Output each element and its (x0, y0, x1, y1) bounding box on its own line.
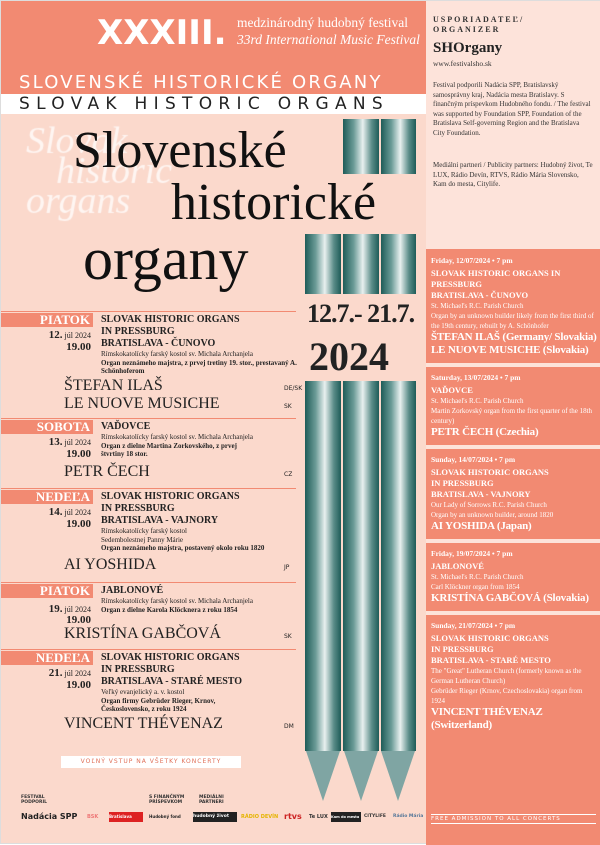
hero-title-line3: organy (83, 226, 249, 292)
divider (426, 611, 600, 615)
event-day: NEDEĽA (1, 651, 93, 665)
performer-name: PETR ČECH (Czechia) (431, 426, 539, 438)
subtitle-en: 33rd International Music Festival (237, 32, 420, 47)
logo-citylife: CITYLIFE (364, 814, 386, 819)
event-line: IN PRESSBURG (101, 503, 175, 514)
month: júl 2024 (64, 438, 91, 447)
event-organ: Gebrüder Rieger (Krnov, Czechoslovakia) organ from 1924 (431, 687, 583, 705)
performer-name: ŠTEFAN ILAŠ (64, 377, 163, 394)
event-date (49, 668, 91, 679)
event-location: BRATISLAVA - STARÉ MESTO (431, 655, 551, 665)
performer-name: VINCENT THÉVENAZ (431, 706, 543, 718)
organ-pipe (305, 234, 341, 294)
event-location: BRATISLAVA - ČUNOVO (101, 338, 216, 349)
event-line: SLOVAK HISTORIC ORGANS (101, 491, 240, 502)
event-organ: Organ firmy Gebrüder Rieger, Krnov, Československo, z roku 1924 (101, 696, 216, 713)
event-line: IN PRESSBURG (431, 478, 494, 488)
event-day: NEDEĽA (1, 490, 93, 504)
organ-pipe-foot (306, 751, 340, 801)
month: júl 2024 (64, 669, 91, 678)
logo-hudobny-fond: Hudobný fond (149, 814, 181, 819)
performer-name: KRISTÍNA GABČOVÁ (64, 625, 221, 642)
divider (426, 363, 600, 367)
event-en (431, 452, 598, 536)
event-organ: Organ z dielne Martina Zorkovského, z prvej štvrtiny 18 stor. (101, 441, 237, 458)
free-admission-sk: VOĽNÝ VSTUP NA VŠETKY KONCERTY (61, 756, 241, 768)
event-organ: Organ neznámeho majstra, postavený okolo roku 1820 (101, 544, 265, 552)
event-location: VAĎOVCE (431, 385, 473, 395)
event-line: SLOVAK HISTORIC ORGANS (431, 633, 549, 643)
event-location: BRATISLAVA - ČUNOVO (431, 290, 529, 300)
festival-title-sk: SLOVENSKÉ HISTORICKÉ ORGANY (19, 72, 383, 93)
label-supported-by: FESTIVAL PODPORIL (21, 795, 47, 805)
logo-radio-maria: Rádio Mária (393, 814, 424, 819)
subtitle-sk: medzinárodný hudobný festival (237, 15, 408, 30)
event-date: Friday, 12/07/2024 • 7 pm (431, 256, 513, 265)
event-en (431, 546, 598, 608)
day-number: 13. (48, 436, 63, 448)
logo-hudobny-zivot: hudobný život (193, 812, 237, 822)
performer-name: VINCENT THÉVENAZ (64, 715, 223, 732)
event-line: IN PRESSBURG (101, 326, 175, 337)
event-line: SLOVAK HISTORIC ORGANS IN PRESSBURG (431, 268, 561, 289)
event-location: BRATISLAVA - STARÉ MESTO (101, 676, 243, 687)
event-date: Sunday, 21/07/2024 • 7 pm (431, 621, 516, 630)
event-date: Saturday, 13/07/2024 • 7 pm (431, 373, 521, 382)
event-venue: Rímskokatolícky farský kostol sv. Michala Archanjela (101, 350, 253, 358)
event-time: 19.00 (66, 341, 91, 353)
event-location: JABLONOVÉ (431, 561, 484, 571)
event-info (101, 421, 301, 459)
performer-country: (Switzerland) (431, 719, 492, 731)
english-program-panel (426, 249, 600, 845)
performer-name: LE NUOVE MUSICHE (64, 395, 220, 412)
performer-name: AI YOSHIDA (64, 556, 157, 573)
event-sk (1, 311, 301, 413)
event-venue: Veľký evanjelický a. v. kostol (101, 688, 185, 696)
organ-pipe-foot (381, 751, 415, 801)
logo-kam-do-mesta: Kam do mesta (331, 812, 361, 822)
event-organ: Martin Zorkovský organ from the first quarter of the 18th century) (431, 407, 593, 425)
event-location: JABLONOVÉ (101, 585, 164, 596)
logo-nadacia-spp: Nadácia SPP (21, 812, 78, 821)
edition-number: XXXIII. (97, 13, 227, 53)
organ-pipe (381, 381, 416, 751)
performer-name: KRISTÍNA GABČOVÁ (Slovakia) (431, 592, 589, 604)
month: júl 2024 (64, 331, 91, 340)
day-number: 12. (48, 329, 63, 341)
event-info (101, 314, 301, 376)
event-time: 19.00 (66, 679, 91, 691)
event-date (49, 437, 91, 448)
event-organ: Organ by an unknown builder likely from the first third of the 19th century, rebuilt by A. Schönhofer (431, 312, 594, 330)
organizer-url[interactable]: www.festivalsho.sk (433, 59, 492, 68)
event-location: VAĎOVCE (101, 421, 151, 432)
day-number: 21. (48, 667, 63, 679)
event-sk (1, 582, 301, 644)
month: júl 2024 (64, 605, 91, 614)
logo-te-lux: Te LUX (309, 814, 328, 820)
festival-dates: 12.7.- 21.7. (307, 299, 415, 328)
event-info (101, 652, 301, 714)
hero-title-line2: historické (171, 174, 377, 231)
organ-pipe (381, 234, 416, 294)
logo-bsk: BSK (87, 814, 99, 820)
event-time: 19.00 (66, 448, 91, 460)
media-partners-text: Mediálni partneri / Publicity partners: Hudobný život, Te LUX, Rádio Devín, RTVS, Rádio Mária Slovensko, Kam do mesta, Citylife. (433, 161, 593, 189)
hero-title-line1: Slovenské (73, 122, 287, 179)
event-en (431, 370, 598, 442)
logo-radio-devin: RÁDIO DEVÍN (241, 814, 279, 820)
event-en (431, 618, 598, 735)
organ-pipe-foot (344, 751, 378, 801)
event-location: BRATISLAVA - VAJNORY (101, 515, 219, 526)
country-code: DE/SK (284, 385, 303, 392)
event-line: IN PRESSBURG (101, 664, 175, 675)
event-date: Sunday, 14/07/2024 • 7 pm (431, 455, 516, 464)
organ-pipe (381, 119, 416, 174)
event-line: SLOVAK HISTORIC ORGANS (431, 467, 549, 477)
event-date (49, 330, 91, 341)
divider (426, 445, 600, 449)
event-date (49, 507, 91, 518)
performer-name: PETR ČECH (64, 463, 150, 480)
festival-year: 2024 (309, 334, 389, 379)
event-info (101, 585, 301, 614)
event-date: Friday, 19/07/2024 • 7 pm (431, 549, 513, 558)
label-media-partners: MEDIÁLNI PARTNERI (199, 795, 224, 805)
month: júl 2024 (64, 508, 91, 517)
event-info (101, 491, 301, 553)
country-code: DM (284, 723, 294, 730)
event-line: IN PRESSBURG (431, 644, 494, 654)
logo-bratislava: Bratislava (109, 812, 143, 822)
event-time: 19.00 (66, 518, 91, 530)
event-venue: The "Great" Lutheran Church (formerly known as the German Lutheran Church) (431, 667, 582, 685)
event-day: SOBOTA (1, 420, 93, 434)
event-organ: Organ z dielne Karola Klöcknera z roku 1854 (101, 605, 238, 614)
free-admission-en: FREE ADMISSION TO ALL CONCERTS (431, 814, 596, 824)
performer-name: ŠTEFAN ILAŠ (Germany/ Slovakia) (431, 331, 597, 343)
event-venue: Rímskokatolícky farský kostol sv. Michala Archanjela (101, 597, 253, 605)
event-venue: St. Michael's R.C. Parish Church (431, 573, 524, 581)
organizer-label: USPORIADATEĽ/ ORGANIZER (433, 15, 525, 34)
event-venue: Rímskokatolícky farský kostol sv. Michala Archanjela (101, 433, 253, 441)
support-text: Festival podporili Nadácia SPP, Bratislavský samosprávny kraj, Nadácia mesta Bratislavy. S finančným príspevkom Hudobného fondu. / The festival was supported by Foundation SPP, Foundation of the Bratislava Self-governing Region and the Bratislava City Foundation. (433, 81, 591, 137)
event-organ: Carl Klöckner organ from 1854 (431, 583, 520, 591)
label-funded-by: S FINANČNÝM PRÍSPEVKOM (149, 795, 185, 805)
event-day: PIATOK (1, 313, 93, 327)
event-line: SLOVAK HISTORIC ORGANS (101, 652, 240, 663)
divider (426, 539, 600, 543)
country-code: JP (284, 564, 290, 571)
country-code: CZ (284, 471, 293, 478)
event-day: PIATOK (1, 584, 93, 598)
event-venue: Rímskokatolícky farský kostol (101, 527, 187, 535)
event-venue: Our Lady of Sorrows R.C. Parish Church (431, 501, 547, 509)
organ-pipe (343, 234, 379, 294)
logo-rtvs: rtvs (284, 812, 302, 821)
event-line: SLOVAK HISTORIC ORGANS (101, 314, 240, 325)
day-number: 14. (48, 506, 63, 518)
organ-pipe (343, 381, 379, 751)
country-code: SK (284, 403, 292, 410)
performer-name: LE NUOVE MUSICHE (Slovakia) (431, 344, 589, 356)
event-sk (1, 649, 301, 744)
event-sk (1, 488, 301, 578)
event-venue: Sedembolestnej Panny Márie (101, 535, 184, 544)
event-sk (1, 418, 301, 484)
organ-pipe (343, 119, 379, 174)
day-number: 19. (48, 603, 63, 615)
event-time: 19.00 (66, 614, 91, 626)
event-organ: Organ by an unknown builder, around 1820 (431, 511, 554, 519)
event-venue: St. Michael's R.C. Parish Church (431, 397, 524, 405)
country-code: SK (284, 633, 292, 640)
performer-name: AI YOSHIDA (Japan) (431, 520, 532, 532)
event-venue: St. Michael's R.C. Parish Church (431, 302, 524, 310)
organ-pipe (305, 381, 341, 751)
festival-title-en: SLOVAK HISTORIC ORGANS (19, 94, 390, 114)
organizer-name: SHOrgany (433, 40, 503, 56)
event-location: BRATISLAVA - VAJNORY (431, 489, 531, 499)
event-organ: Organ neznámeho majstra, z prvej tretiny 19. stor., prestavaný A. Schönhoferom (101, 358, 297, 375)
event-en (431, 253, 598, 360)
